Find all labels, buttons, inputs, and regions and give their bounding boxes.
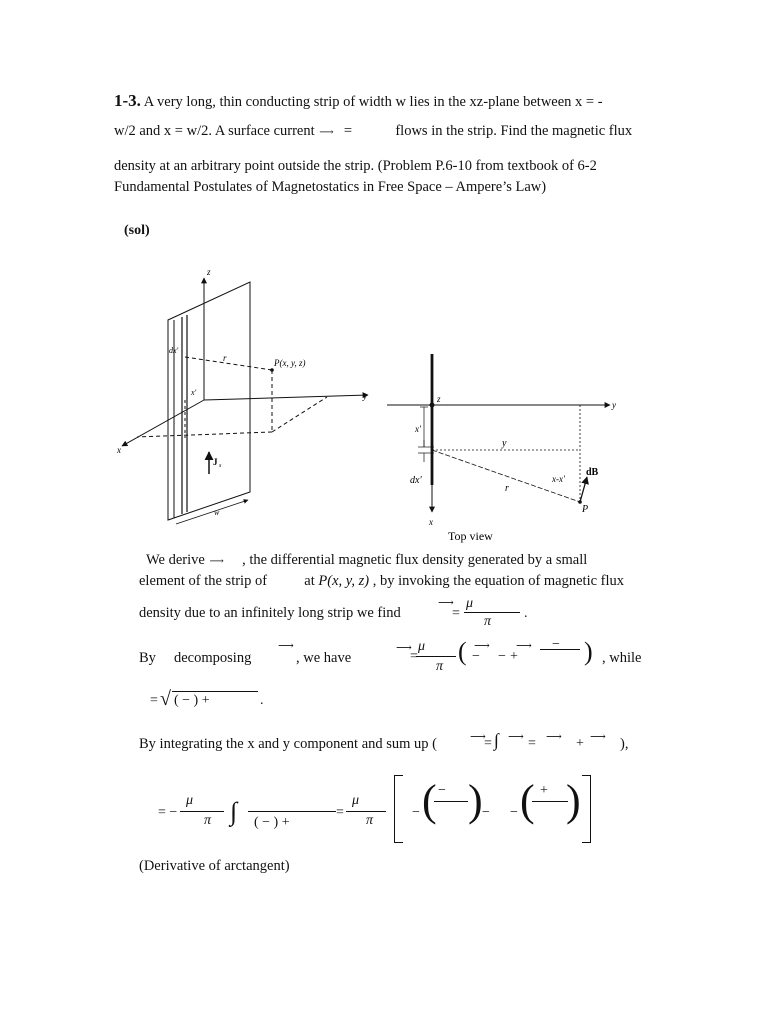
y-axis — [204, 395, 368, 400]
strip-top-view-figure — [382, 350, 632, 545]
problem-text-2b: = — [343, 123, 353, 139]
right-axis-x-label: x — [429, 517, 433, 527]
strip-3d-figure — [112, 262, 377, 527]
problem-line-1 — [114, 90, 603, 113]
eq-integral: = − μ π ∫ ( − ) + = μ π − ( − ) − − ( + ) — [158, 775, 598, 845]
eq-dB-strip: ⟶ = μ π . — [438, 596, 528, 629]
problem-line-2: w/2 and x = w/2. A surface current ⟶ = flows in the strip. Find the magnetic flux — [114, 123, 633, 139]
decomp-we-have: , we have — [296, 650, 352, 666]
right-axis-y-label: y — [612, 400, 616, 410]
problem-number: 1-3. — [114, 91, 141, 110]
decomp-word: decomposing — [174, 650, 252, 666]
right-axis-z-label: z — [437, 394, 441, 404]
problem-text-3: density at an arbitrary point outside the strip. (Problem P.6-10 from textbook of 6-2 — [114, 158, 597, 174]
left-Js-label: J — [213, 457, 218, 467]
problem-text-2c: flows in the strip. Find the magnetic flux — [395, 123, 633, 139]
left-Js-sub: s — [219, 463, 222, 469]
problem-text-2a: w/2 and x = w/2. A surface current — [114, 123, 315, 139]
sol-label: (sol) — [124, 223, 150, 238]
left-xprime-label: x' — [191, 388, 197, 397]
right-r-label: r — [505, 483, 509, 494]
integrate-line: By integrating the x and y component and sum up ( — [139, 736, 438, 752]
right-dx-label: dx' — [410, 475, 422, 486]
right-P-label: P — [582, 504, 589, 515]
eq-decompose: ⟶ = μ π ( − ⟶ − + ⟶ − ) — [396, 637, 593, 674]
left-r-label: r — [223, 353, 227, 363]
left-axis-z-label: z — [207, 267, 211, 277]
right-xprime-label: x' — [415, 424, 421, 434]
left-w-label: w — [214, 508, 220, 517]
derive-line-2: element of the strip of at P(x, y, z) , by invoking the equation of magnetic flux — [139, 573, 625, 589]
top-view-caption: Top view — [448, 529, 493, 543]
arctan-note: (Derivative of arctangent) — [139, 858, 290, 874]
strip-outline — [168, 282, 250, 520]
left-axis-y-label: y — [363, 391, 367, 401]
right-y-label: y — [502, 438, 507, 449]
derive-line-3: density due to an infinitely long strip we find — [139, 605, 401, 621]
eq-integrate-inline: ⟶ = ∫ ⟶ = ⟶ + ⟶ — [470, 730, 606, 751]
left-dx-label: dx' — [169, 346, 179, 355]
decomp-by: By — [139, 650, 156, 666]
decomp-while: , while — [602, 650, 642, 666]
eq-r-sqrt: = √ ( − ) + . — [150, 688, 264, 710]
integrate-end: ), — [620, 736, 629, 752]
problem-text-4: Fundamental Postulates of Magnetostatics in Free Space – Ampere’s Law) — [114, 179, 547, 195]
right-xminus-label: x-x' — [552, 474, 565, 484]
right-dB-label: dB — [586, 467, 599, 478]
left-axis-x-label: x — [117, 445, 121, 455]
derive-line-1: We derive ⟶ , the differential magnetic flux density generated by a small — [146, 552, 588, 568]
left-point-label: P(x, y, z) — [274, 358, 306, 368]
problem-text-1: A very long, thin conducting strip of width w lies in the xz-plane between x = - — [143, 94, 603, 110]
x-axis — [122, 400, 204, 446]
